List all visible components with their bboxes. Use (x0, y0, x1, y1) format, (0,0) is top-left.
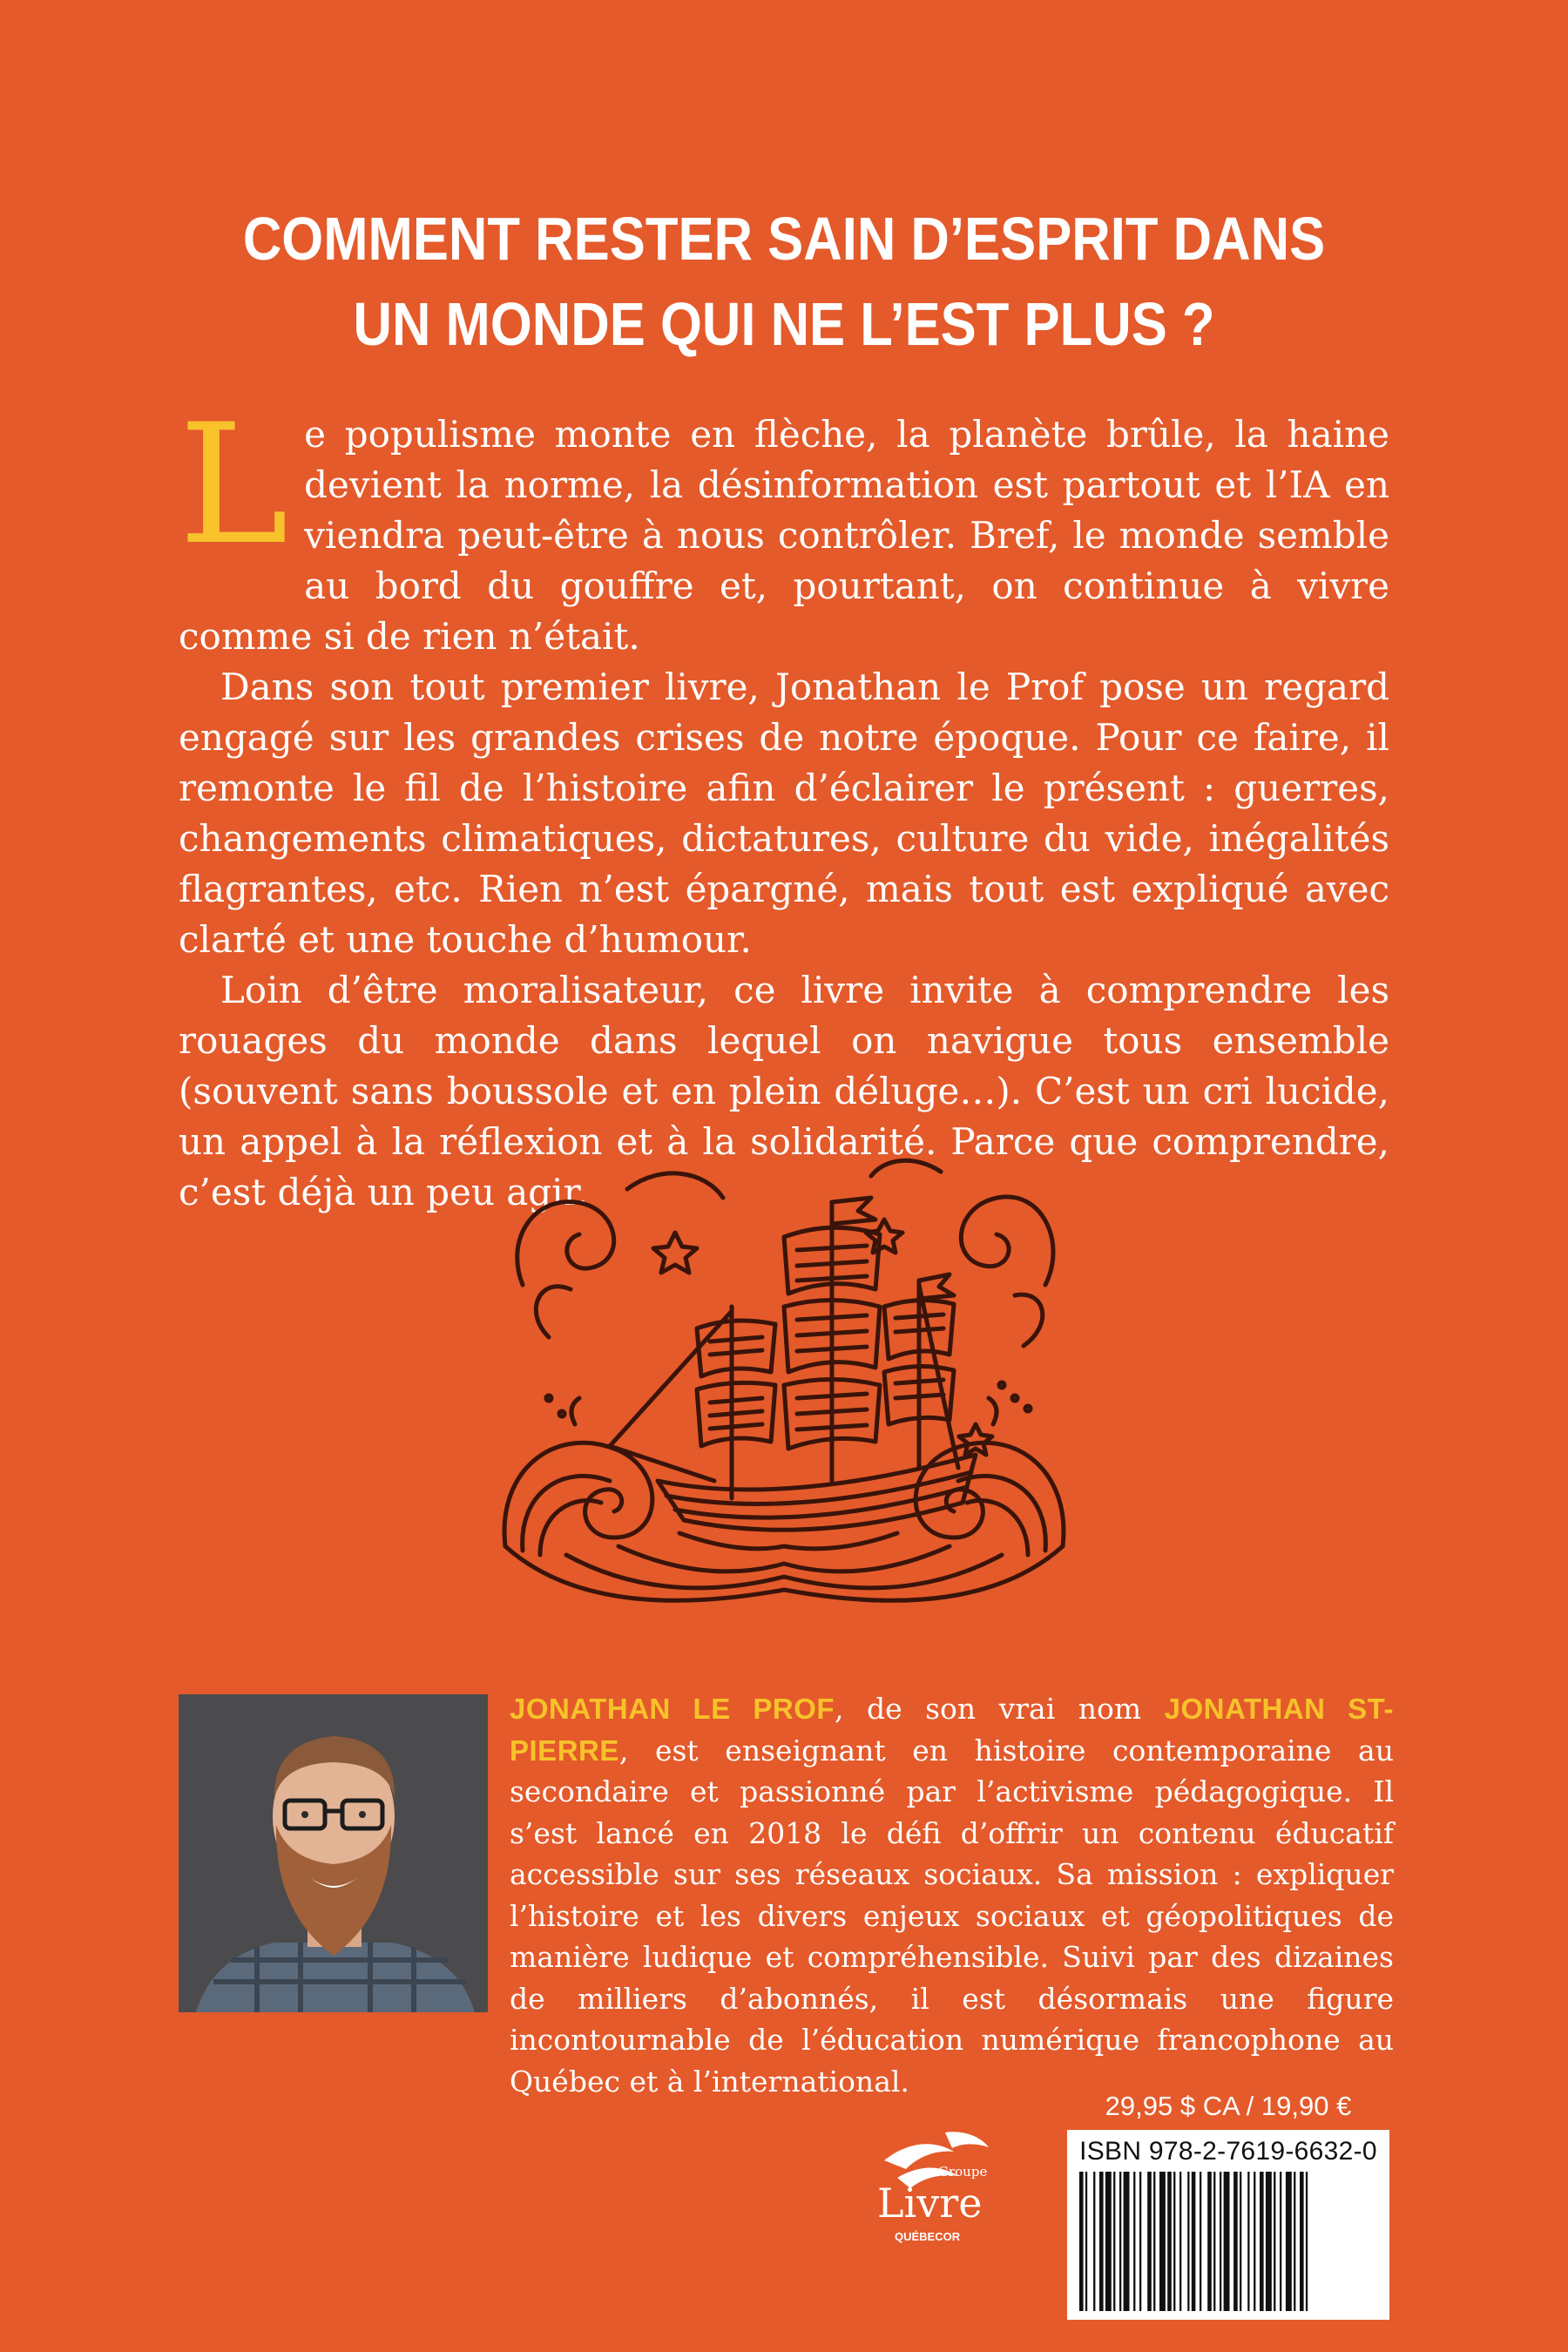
blurb-paragraph-1-text: e populisme monte en flèche, la planète brûle, la haine devient la norme, la désinformation est partout et l’IA en viendra peut-être à nous contrôler. Bref, le monde semble au bord du gouffre et, pourtant, on continue à vivre comme si de rien n’était. (179, 413, 1389, 658)
logo-livre: Livre (877, 2180, 983, 2227)
publisher-logo (858, 2126, 1006, 2256)
barcode-bar (1173, 2172, 1175, 2311)
barcode-bar (1224, 2172, 1230, 2311)
barcode-bar (1139, 2172, 1141, 2311)
barcode-bar (1266, 2172, 1272, 2311)
barcode-bar (1280, 2172, 1281, 2311)
blurb-paragraph-1 (179, 389, 1389, 662)
author-bio (510, 1688, 1394, 2102)
barcode-bar (1159, 2172, 1166, 2311)
barcode-bar (1220, 2172, 1221, 2311)
barcode-bar (1153, 2172, 1155, 2311)
barcode-bar (1240, 2172, 1241, 2311)
price: 29,95 $ CA / 19,90 € (1105, 2091, 1352, 2121)
barcode-bar (1274, 2172, 1275, 2311)
headline-line-2: UN MONDE QUI NE L’EST PLUS ? (353, 290, 1215, 358)
bio-text-2: , est enseignant en histoire contemporaine au secondaire et passionné par l’activisme pédagogique. Il s’est lancé en 2018 le défi d’offrir un contenu éducatif accessible sur ses réseaux sociaux. Sa mission : expliquer l’histoire et les divers enjeux sociaux et géopolitiques de manière ludique et compréhensible. Suivi par des dizaines de milliers d’abonnés, il est désormais une figure incontournable de l’éducation numérique francophone au Québec et à l’international. (510, 1733, 1394, 2099)
barcode-bar (1119, 2172, 1121, 2311)
barcode-bar (1233, 2172, 1238, 2311)
barcode (1067, 2130, 1389, 2320)
barcode-bar (1085, 2172, 1087, 2311)
barcode-bars (1079, 2172, 1377, 2311)
barcode-bar (1200, 2172, 1201, 2311)
barcode-bar (1207, 2172, 1212, 2311)
barcode-bar (1105, 2172, 1112, 2311)
barcode-bar (1187, 2172, 1189, 2311)
bio-text-1: , de son vrai nom (835, 1692, 1165, 1726)
barcode-bar (1286, 2172, 1292, 2311)
author-pen-name: JONATHAN LE PROF (510, 1693, 835, 1725)
barcode-bar (1113, 2172, 1115, 2311)
barcode-bar (1179, 2172, 1181, 2311)
barcode-bar (1294, 2172, 1295, 2311)
barcode-bar (1192, 2172, 1196, 2311)
ship-waves-illustration (488, 1137, 1080, 1642)
barcode-bar (1147, 2172, 1152, 2311)
blurb (179, 389, 1389, 1218)
isbn: ISBN 978-2-7619-6632-0 (1079, 2137, 1377, 2166)
barcode-bar (1124, 2172, 1130, 2311)
barcode-bar (1260, 2172, 1264, 2311)
author-portrait (179, 1694, 488, 2012)
headline-line-1: COMMENT RESTER SAIN D’ESPRIT DANS (242, 205, 1326, 273)
blurb-paragraph-3: Loin d’être moralisateur, ce livre invite à comprendre les rouages du monde dans lequel on navigue tous ensemble (souvent sans boussole et en plein déluge…). C’est un cri lucide, un appel à la réflexion et à la solidarité. Parce que comprendre, c’est déjà un peu agir. (179, 969, 1389, 1213)
headline (209, 196, 1359, 367)
logo-groupe: Groupe (938, 2164, 988, 2180)
barcode-bar (1079, 2172, 1084, 2311)
blurb-paragraph-2: Dans son tout premier livre, Jonathan le Prof pose un regard engagé sur les grandes crises de notre époque. Pour ce faire, il remonte le fil de l’histoire afin d’éclairer le présent : guerres, changements climatiques, dictatures, culture du vide, inégalités flagrantes, etc. Rien n’est épargné, mais tout est expliqué avec clarté et une touche d’humour. (179, 666, 1389, 961)
author-real-name: JONATHAN ST-PIERRE (510, 1693, 1394, 1767)
barcode-bar (1213, 2172, 1215, 2311)
barcode-bar (1254, 2172, 1255, 2311)
barcode-bar (1167, 2172, 1172, 2311)
barcode-bar (1133, 2172, 1135, 2311)
barcode-bar (1099, 2172, 1104, 2311)
barcode-bar (1306, 2172, 1308, 2311)
barcode-bar (1247, 2172, 1249, 2311)
barcode-bar (1093, 2172, 1095, 2311)
logo-quebecor: QUÉBECOR (895, 2230, 961, 2243)
drop-cap: L (179, 389, 289, 581)
barcode-bar (1300, 2172, 1304, 2311)
author-photo (179, 1694, 488, 2012)
